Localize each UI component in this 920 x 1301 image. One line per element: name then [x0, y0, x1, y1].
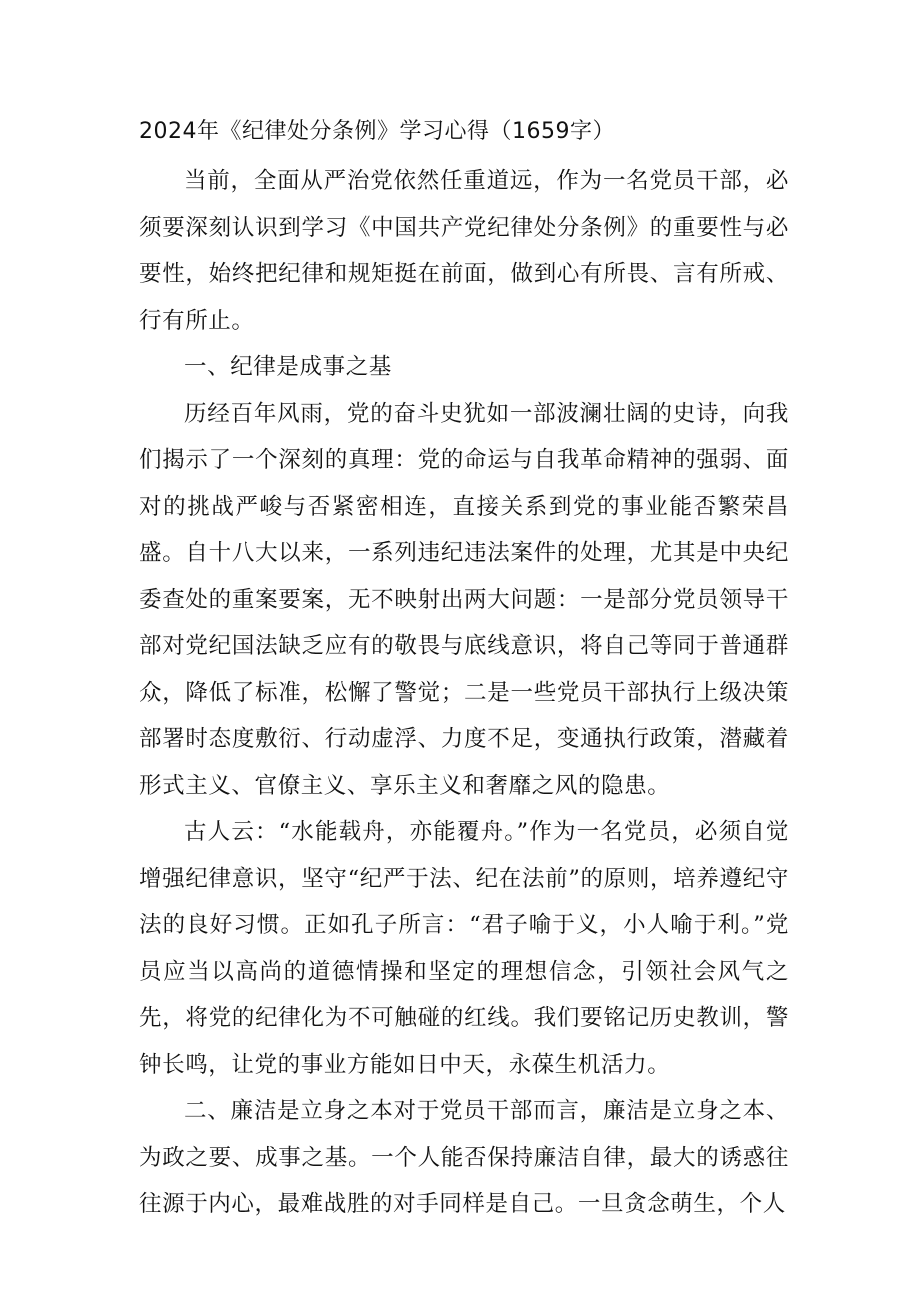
section-2-paragraph: 二、廉洁是立身之本对于党员干部而言，廉洁是立身之本、为政之要、成事之基。一个人能否保持廉洁自律，最大的诱惑往往源于内心，最难战胜的对手同样是自己。一旦贪念萌生，个人 [139, 1098, 789, 1217]
document-title: 2024年《纪律处分条例》学习心得（1659字） [139, 119, 615, 144]
section-1-heading: 一、纪律是成事之基 [184, 354, 392, 380]
section-1-paragraph-1: 历经百年风雨，党的奋斗史犹如一部波澜壮阔的史诗，向我们揭示了一个深刻的真理：党的命运与自我革命精神的强弱、面对的挑战严峻与否紧密相连，直接关系到党的事业能否繁荣昌盛。自十八大以来，一系列违纪违法案件的处理，尤其是中央纪委查处的重案要案，无不映射出两大问题：一是部分党员领导干部对党纪国法缺乏应有的敬畏与底线意识，将自己等同于普通群众，降低了标准，松懈了警觉；二是一些党员干部执行上级决策部署时态度敷衍、行动虚浮、力度不足，变通执行政策，潜藏着形式主义、官僚主义、享乐主义和奢靡之风的隐患。 [139, 400, 789, 799]
section-1-paragraph-2: 古人云：“水能载舟，亦能覆舟。”作为一名党员，必须自觉增强纪律意识，坚守“纪严于法、纪在法前”的原则，培养遵纪守法的良好习惯。正如孔子所言：“君子喻于义，小人喻于利。”党员应当以高尚的道德情操和坚定的理想信念，引领社会风气之先，将党的纪律化为不可触碰的红线。我们要铭记历史教训，警钟长鸣，让党的事业方能如日中天，永葆生机活力。 [139, 819, 789, 1078]
document-body [139, 112, 789, 1228]
intro-paragraph: 当前，全面从严治党依然任重道远，作为一名党员干部，必须要深刻认识到学习《中国共产党纪律处分条例》的重要性与必要性，始终把纪律和规矩挺在前面，做到心有所畏、言有所戒、行有所止。 [139, 168, 789, 334]
